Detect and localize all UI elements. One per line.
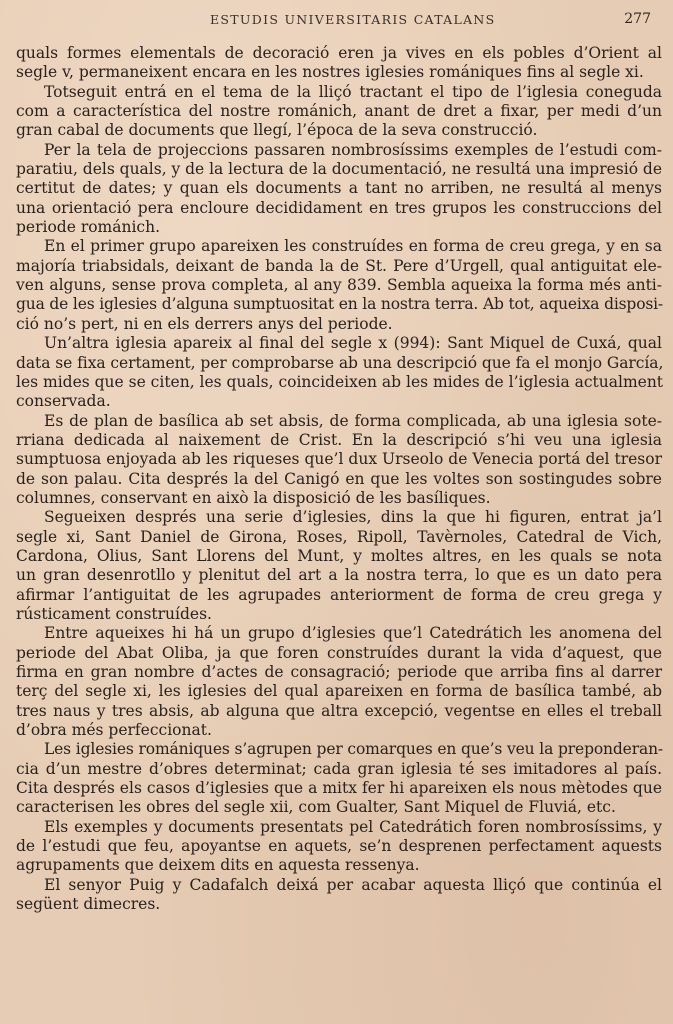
text-line: afirmar l’antiguitat de les agrupades anteriorment de forma de creu grega y — [16, 585, 662, 604]
header-title: ESTUDIS UNIVERSITARIS CATALANS — [210, 12, 496, 27]
text-line: majoría triabsidals, deixant de banda la de St. Pere d’Urgell, qual antiguitat ele- — [16, 256, 662, 275]
text-line: ven alguns, sense prova completa, al any 839. Sembla aqueixa la forma més anti- — [16, 276, 662, 295]
body-text — [16, 44, 663, 914]
text-line: de l’estudi que feu, apoyantse en aquets, se’n desprenen perfectament aquests — [16, 837, 662, 856]
text-line: periode románich. — [16, 218, 161, 237]
running-header — [0, 12, 673, 32]
text-line: un gran desenrotllo y plenitut del art a la nostra terra, lo que es un dato pera — [16, 566, 662, 585]
paragraph — [16, 334, 663, 411]
text-line: paratiu, dels quals, y de la lectura de la documentació, ne resultá una impresió de — [16, 160, 662, 179]
text-line: Un’altra iglesia apareix al final del segle x (994): Sant Miquel de Cuxá, qual — [44, 334, 662, 353]
text-line: periode del Abat Oliba, ja que foren construídes durant la vida d’aquest, que — [16, 643, 662, 662]
text-line: Les iglesies romániques s’agrupen per comarques en que’s veu la preponderan- — [44, 740, 663, 759]
paragraph — [16, 876, 663, 915]
text-line: agrupaments que deixem dits en aquesta ressenya. — [16, 856, 420, 875]
text-line: Cardona, Olius, Sant Llorens del Munt, y moltes altres, en les quals se nota — [16, 546, 662, 565]
paragraph — [16, 237, 663, 334]
text-line: d’obra més perfeccionat. — [16, 721, 212, 740]
text-line: Cita després els casos d’iglesies que a mitx fer hi apareixen els nous mètodes que — [16, 779, 662, 798]
text-line: data se fixa certament, per comprobarse ab una descripció que fa el monjo García, — [16, 353, 663, 372]
text-line: El senyor Puig y Cadafalch deixá per acabar aquesta lliçó que continúa el — [44, 875, 662, 894]
text-line: rústicament construídes. — [16, 604, 212, 623]
text-line: quals formes elementals de decoració eren ja vives en els pobles d’Orient al — [16, 44, 662, 62]
text-line: rriana dedicada al naixement de Crist. En la descripció s’hi veu una iglesia — [16, 430, 662, 449]
text-line: gua de les iglesies d’alguna sumptuositat en la nostra terra. Ab tot, aqueixa disposi- — [16, 295, 663, 314]
text-line: certitut de dates; y quan els documents a tant no arriben, ne resultá al menys — [16, 179, 662, 198]
text-line: En el primer grupo apareixen les construídes en forma de creu grega, y en sa — [44, 237, 662, 256]
page-number: 277 — [624, 11, 651, 27]
text-line: següent dimecres. — [16, 895, 161, 914]
paragraph — [16, 44, 663, 83]
text-line: columnes, conservant en això la disposició de les basíliques. — [16, 488, 491, 507]
text-line: Totseguit entrá en el tema de la lliçó tractant el tipo de l’iglesia coneguda — [44, 82, 662, 101]
text-line: terç del segle xi, les iglesies del qual apareixen en forma de basílica també, ab — [16, 682, 663, 701]
text-line: cia d’un mestre d’obres determinat; cada gran iglesia té ses imitadores al país. — [16, 759, 663, 778]
text-line: Per la tela de projeccions passaren nombrosíssims exemples de l’estudi com- — [44, 140, 662, 159]
text-line: les mides que se citen, les quals, coincideixen ab les mides de l’iglesia actualment — [16, 372, 663, 391]
paragraph — [16, 412, 663, 509]
paragraph — [16, 740, 663, 817]
text-line: gran cabal de documents que llegí, l’época de la seva construcció. — [16, 121, 538, 140]
text-line: segle xi, Sant Daniel de Girona, Roses, Ripoll, Tavèrnoles, Catedral de Vich, — [16, 527, 662, 546]
paragraph — [16, 624, 663, 740]
paragraph — [16, 141, 663, 238]
text-line: com a característica del nostre románich, anant de dret a fixar, per medi d’un — [16, 102, 662, 121]
text-line: conservada. — [16, 392, 111, 411]
paragraph — [16, 818, 663, 876]
text-line: caracterisen les obres del segle xii, com Gualter, Sant Miquel de Fluviá, etc. — [16, 798, 616, 817]
paragraph — [16, 508, 663, 624]
paragraph — [16, 83, 663, 141]
text-line: de son palau. Cita després la del Canigó en que les voltes son sostingudes sobre — [16, 469, 662, 488]
text-line: segle v, permaneixent encara en les nostres iglesies romániques fins al segle xi. — [16, 63, 644, 82]
text-line: firma en gran nombre d’actes de consagració; periode que arriba fins al darrer — [16, 663, 662, 681]
text-line: Segueixen després una serie d’iglesies, dins la que hi figuren, entrat ja’l — [44, 508, 662, 527]
text-line: Els exemples y documents presentats pel Catedrátich foren nombrosíssims, y — [44, 817, 662, 836]
text-line: Es de plan de basílica ab set absis, de forma complicada, ab una iglesia sote- — [44, 411, 662, 430]
text-line: ció no’s pert, ni en els derrers anys del periode. — [16, 314, 393, 333]
text-line: sumptuosa enjoyada ab les riqueses que’l dux Urseolo de Venecia portá del tresor — [16, 450, 662, 469]
text-line: tres naus y tres absis, ab alguna que altra excepció, vegentse en elles el treball — [16, 701, 662, 720]
text-line: una orientació pera encloure decididament en tres grupos les construccions del — [16, 198, 662, 217]
text-line: Entre aqueixes hi há un grupo d’iglesies que’l Catedrátich les anomena del — [44, 624, 662, 643]
